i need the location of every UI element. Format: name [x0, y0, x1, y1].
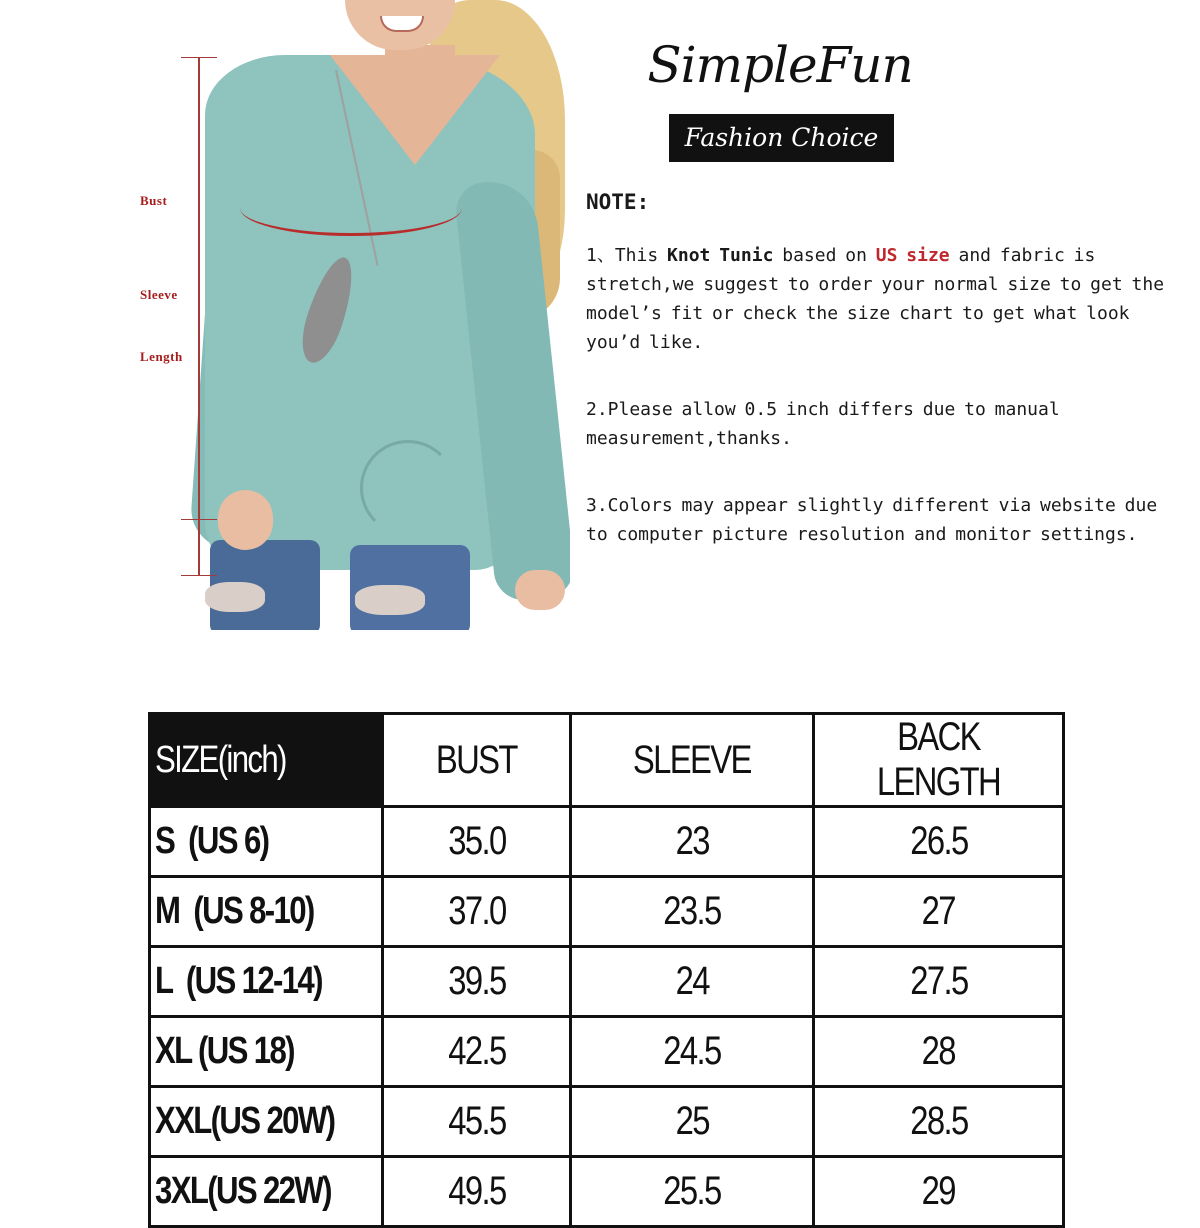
back-length-value: 27.5 — [909, 959, 968, 1003]
header-size — [150, 714, 383, 807]
table-row — [150, 1087, 1064, 1157]
size-label: L (US 12-14) — [155, 960, 322, 1002]
cell-bust — [383, 1087, 571, 1157]
cell-size — [150, 807, 383, 877]
sleeve-value: 24.5 — [663, 1029, 721, 1073]
back-length-value: 28 — [921, 1029, 956, 1073]
cell-size — [150, 1157, 383, 1227]
cell-sleeve — [571, 877, 814, 947]
back-length-value: 26.5 — [909, 819, 968, 863]
table-row — [150, 877, 1064, 947]
cell-back-length — [814, 1157, 1064, 1227]
jeans-rip — [355, 585, 425, 615]
cell-bust — [383, 1017, 571, 1087]
note-1-text: and fabric is stretch,we suggest to order your normal size to get the model’s fit or check the size chart to get what look you’d like. — [586, 245, 1165, 353]
sleeve-value: 24 — [675, 959, 709, 1003]
header-size-text: SIZE(inch) — [155, 738, 286, 781]
brand-name: SimpleFun — [647, 36, 913, 94]
cell-bust — [383, 947, 571, 1017]
header-back-length — [814, 714, 1064, 807]
length-guide-line — [198, 57, 200, 575]
cell-sleeve — [571, 1087, 814, 1157]
back-length-value: 28.5 — [909, 1099, 968, 1143]
front-knot — [360, 440, 456, 536]
cell-sleeve — [571, 947, 814, 1017]
size-chart-table — [148, 712, 1065, 1228]
bust-value: 37.0 — [447, 889, 506, 933]
sleeve-label: Sleeve — [140, 287, 178, 302]
cell-back-length — [814, 1017, 1064, 1087]
note-1-product: Knot Tunic — [667, 245, 774, 266]
cell-back-length — [814, 947, 1064, 1017]
notes-block — [586, 188, 1186, 587]
sleeve-value: 25.5 — [663, 1169, 721, 1213]
left-hand — [218, 490, 273, 550]
cell-sleeve — [571, 807, 814, 877]
note-3: 3.Colors may appear slightly different via website due to computer picture resolution and monitor settings. — [586, 495, 1158, 545]
guide-tick — [181, 519, 217, 520]
sleeve-value: 23.5 — [663, 889, 721, 933]
note-1-us-size: US size — [875, 245, 950, 266]
bust-value: 39.5 — [447, 959, 506, 1003]
size-label: XXL(US 20W) — [155, 1100, 335, 1142]
back-length-value: 29 — [921, 1169, 956, 1213]
size-label: XL (US 18) — [155, 1030, 294, 1072]
table-header-row — [150, 714, 1064, 807]
cell-bust — [383, 1157, 571, 1227]
bust-value: 35.0 — [447, 819, 506, 863]
cell-sleeve — [571, 1157, 814, 1227]
size-label: M (US 8-10) — [155, 890, 314, 932]
sleeve-value: 25 — [675, 1099, 709, 1143]
cell-size — [150, 1087, 383, 1157]
model-photo — [130, 0, 570, 630]
size-label: S (US 6) — [155, 820, 269, 862]
cell-back-length — [814, 877, 1064, 947]
bust-value: 42.5 — [447, 1029, 506, 1073]
note-1-text: 1、This — [586, 245, 668, 266]
cell-size — [150, 877, 383, 947]
table-row — [150, 1157, 1064, 1227]
guide-tick — [181, 575, 217, 576]
header-sleeve-text: SLEEVE — [633, 737, 751, 782]
header-bust-text: BUST — [436, 737, 517, 782]
note-1 — [586, 241, 1186, 357]
table-row — [150, 807, 1064, 877]
cell-sleeve — [571, 1017, 814, 1087]
header-bust — [383, 714, 571, 807]
cell-bust — [383, 807, 571, 877]
brand-tagline: Fashion Choice — [669, 114, 894, 162]
cell-back-length — [814, 1087, 1064, 1157]
cell-bust — [383, 877, 571, 947]
cell-back-length — [814, 807, 1064, 877]
bust-label: Bust — [140, 193, 168, 208]
notes-heading: NOTE: — [586, 190, 650, 214]
back-length-value: 27 — [921, 889, 956, 933]
jeans-rip — [205, 582, 265, 612]
size-label: 3XL(US 22W) — [155, 1170, 331, 1212]
cell-size — [150, 1017, 383, 1087]
length-label: Length — [140, 349, 183, 364]
sleeve-value: 23 — [675, 819, 709, 863]
bust-value: 45.5 — [447, 1099, 506, 1143]
right-hand — [515, 570, 565, 610]
table-row — [150, 947, 1064, 1017]
v-neckline — [330, 55, 500, 165]
guide-tick — [181, 57, 217, 58]
note-2: 2.Please allow 0.5 inch differs due to manual measurement,thanks. — [586, 399, 1060, 449]
note-1-text: based on — [773, 245, 876, 266]
bust-value: 49.5 — [447, 1169, 506, 1213]
table-row — [150, 1017, 1064, 1087]
cell-size — [150, 947, 383, 1017]
header-sleeve — [571, 714, 814, 807]
header-back-length-text: BACK LENGTH — [876, 715, 1001, 804]
